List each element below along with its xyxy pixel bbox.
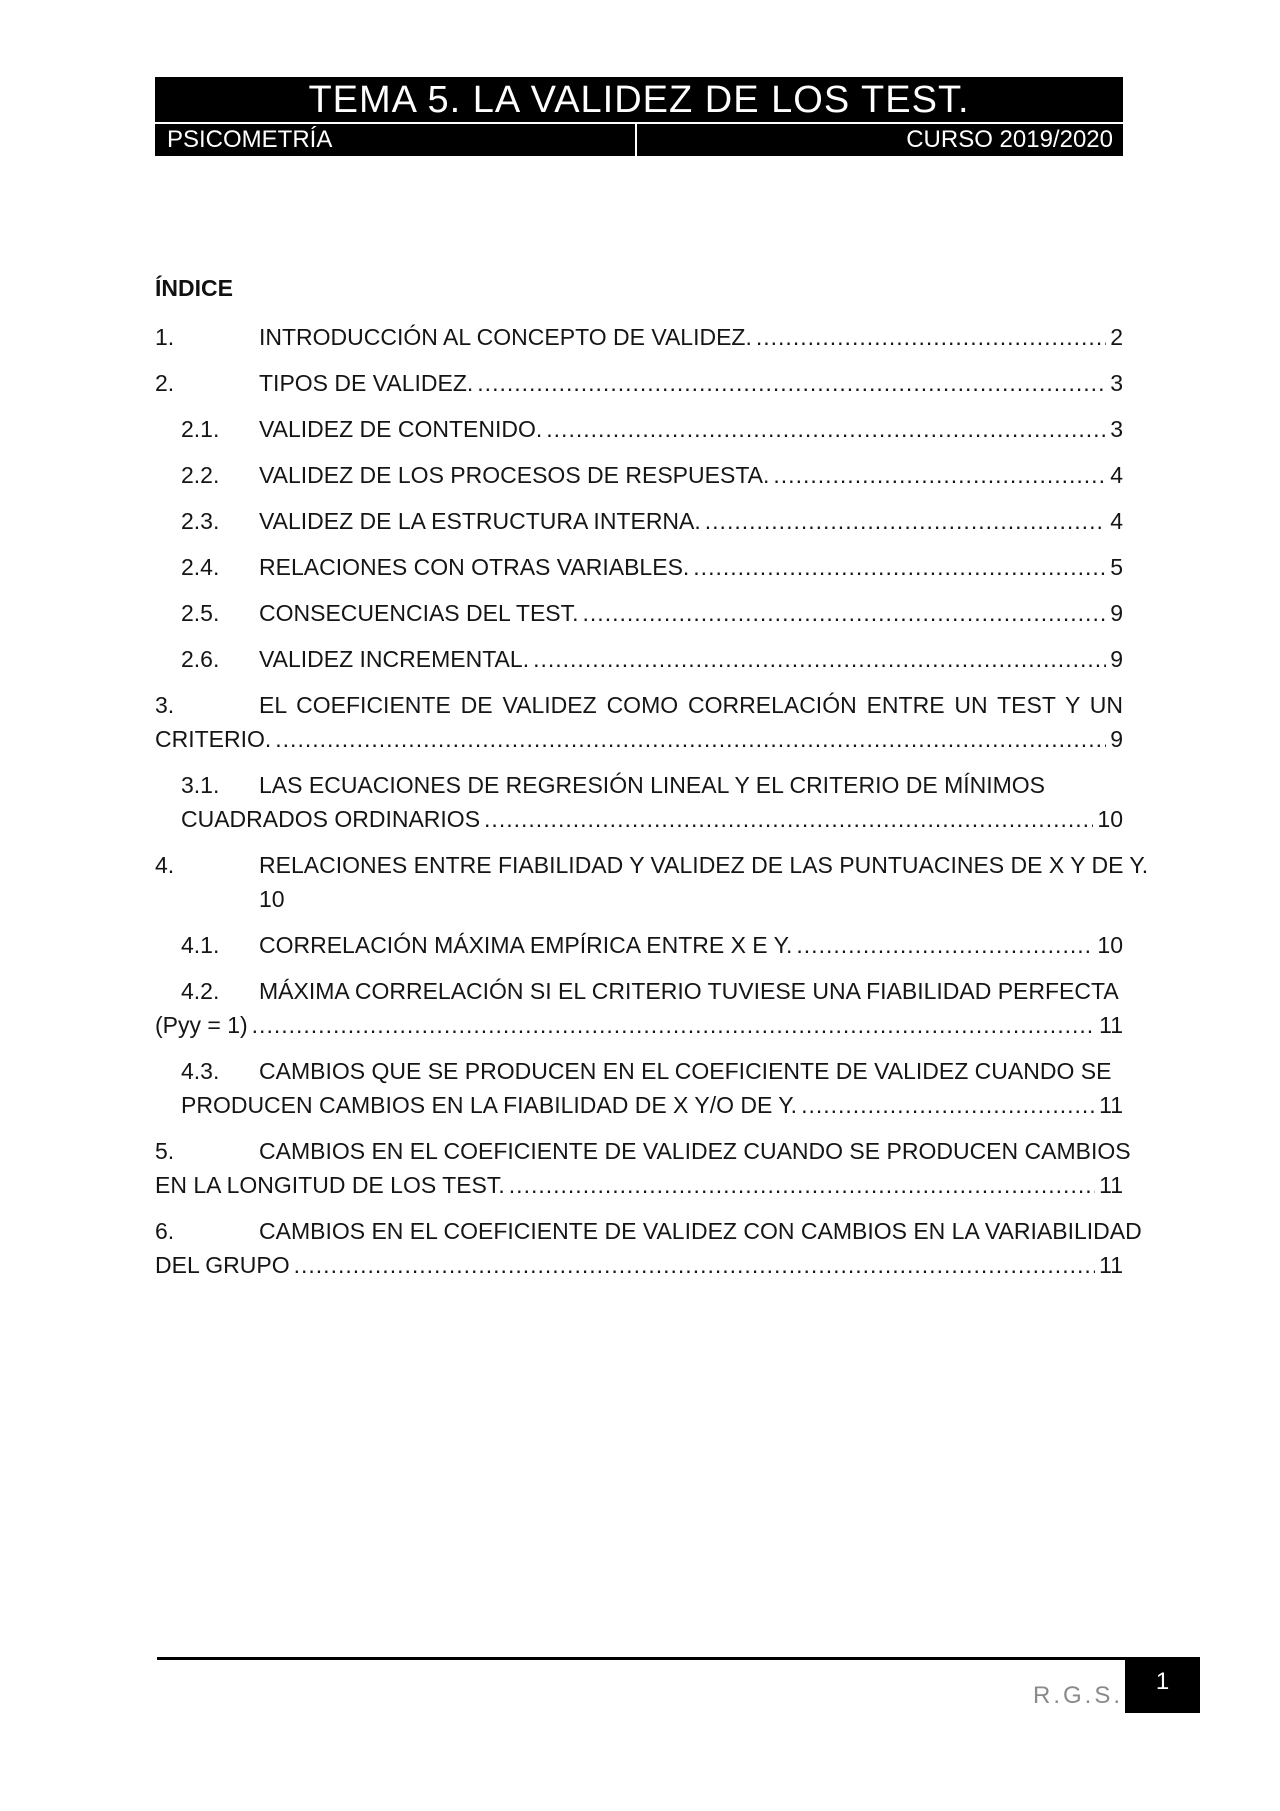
toc-entry-page: 3 — [1110, 416, 1123, 442]
toc-entry[interactable] — [155, 848, 1149, 916]
toc-subentry[interactable] — [181, 504, 1123, 538]
toc-entry-text-continued: DEL GRUPO — [155, 1252, 290, 1278]
toc-leader-dots — [756, 320, 1106, 354]
toc-subentry[interactable] — [181, 596, 1123, 630]
toc-entry-text: CORRELACIÓN MÁXIMA EMPÍRICA ENTRE X E Y. — [259, 932, 793, 958]
page-number: 1 — [1125, 1657, 1200, 1713]
toc-entry-text: CAMBIOS EN EL COEFICIENTE DE VALIDEZ CUANDO SE PRODUCEN CAMBIOS — [259, 1138, 1131, 1164]
toc-entry-number: 4.1. — [181, 932, 220, 958]
toc-entry-text: EL COEFICIENTE DE VALIDEZ COMO CORRELACIÓN ENTRE UN TEST Y UN — [259, 692, 1123, 718]
toc-entry-page: 2 — [1110, 324, 1123, 350]
toc-entry-number: 5. — [155, 1138, 175, 1164]
toc-entry-number: 1. — [155, 324, 175, 350]
toc-leader-dots — [275, 722, 1106, 756]
toc-heading: ÍNDICE — [155, 275, 233, 301]
toc-leader-dots — [484, 802, 1093, 836]
toc-entry-text: RELACIONES ENTRE FIABILIDAD Y VALIDEZ DE LAS PUNTUACINES DE X Y DE Y. — [259, 852, 1149, 878]
toc-entry-number: 2.2. — [181, 462, 220, 488]
table-of-contents — [155, 320, 1149, 1294]
toc-leader-dots — [583, 596, 1107, 630]
toc-entry[interactable] — [155, 688, 1123, 756]
toc-entry-page: 11 — [1099, 1172, 1123, 1198]
toc-entry-number: 3.1. — [181, 772, 220, 798]
toc-subentry[interactable] — [155, 974, 1123, 1042]
toc-entry-text: RELACIONES CON OTRAS VARIABLES. — [259, 554, 690, 580]
toc-entry-text: VALIDEZ INCREMENTAL. — [259, 646, 530, 672]
footer-author: R.G.S. — [1033, 1682, 1124, 1709]
toc-entry-page: 10 — [1097, 806, 1123, 832]
toc-entry-page: 11 — [1099, 1092, 1123, 1118]
toc-entry-number: 2.3. — [181, 508, 220, 534]
toc-entry-page: 11 — [1099, 1012, 1123, 1038]
toc-entry-page: 9 — [1110, 646, 1123, 672]
toc-leader-dots — [533, 642, 1106, 676]
toc-leader-dots — [693, 550, 1106, 584]
toc-leader-dots — [773, 458, 1106, 492]
toc-entry-text: CAMBIOS QUE SE PRODUCEN EN EL COEFICIENTE DE VALIDEZ CUANDO SE — [259, 1058, 1112, 1084]
toc-entry-text: CONSECUENCIAS DEL TEST. — [259, 600, 579, 626]
toc-entry-text: VALIDEZ DE LA ESTRUCTURA INTERNA. — [259, 508, 701, 534]
toc-entry-number: 2.1. — [181, 416, 220, 442]
toc-leader-dots — [801, 1088, 1095, 1122]
subject-label: PSICOMETRÍA — [155, 124, 637, 156]
toc-entry-number: 2.5. — [181, 600, 220, 626]
toc-entry-text-continued: CUADRADOS ORDINARIOS — [181, 806, 481, 832]
course-label: CURSO 2019/2020 — [906, 126, 1113, 153]
toc-entry-text: CAMBIOS EN EL COEFICIENTE DE VALIDEZ CON CAMBIOS EN LA VARIABILIDAD — [259, 1218, 1142, 1244]
toc-entry-page: 3 — [1110, 370, 1123, 396]
toc-entry-page: 9 — [1110, 726, 1123, 752]
toc-entry-text: VALIDEZ DE LOS PROCESOS DE RESPUESTA. — [259, 462, 770, 488]
toc-entry[interactable] — [155, 1134, 1131, 1202]
toc-entry[interactable] — [155, 1214, 1142, 1282]
toc-entry[interactable] — [155, 366, 1123, 400]
toc-entry-page: 5 — [1110, 554, 1123, 580]
toc-entry-text-continued: CRITERIO. — [155, 726, 272, 752]
footer-divider — [157, 1657, 1125, 1660]
toc-entry-page: 4 — [1110, 462, 1123, 488]
toc-entry-page: 10 — [259, 886, 285, 912]
toc-leader-dots — [796, 928, 1093, 962]
toc-subentry[interactable] — [181, 928, 1123, 962]
toc-subentry[interactable] — [181, 458, 1123, 492]
toc-entry-page: 9 — [1110, 600, 1123, 626]
toc-entry-number: 4.3. — [181, 1058, 220, 1084]
toc-leader-dots — [705, 504, 1106, 538]
document-title: TEMA 5. LA VALIDEZ DE LOS TEST. — [155, 77, 1123, 122]
toc-subentry[interactable] — [181, 412, 1123, 446]
toc-entry-page: 4 — [1110, 508, 1123, 534]
toc-entry-text: LAS ECUACIONES DE REGRESIÓN LINEAL Y EL CRITERIO DE MÍNIMOS — [259, 772, 1046, 798]
toc-entry-number: 4. — [155, 852, 175, 878]
toc-entry-text-continued: (Pyy = 1) — [155, 1012, 248, 1038]
toc-entry-number: 2. — [155, 370, 175, 396]
toc-entry-text: VALIDEZ DE CONTENIDO. — [259, 416, 543, 442]
toc-entry-number: 2.4. — [181, 554, 220, 580]
toc-entry-page: 11 — [1099, 1252, 1123, 1278]
toc-entry-text: TIPOS DE VALIDEZ. — [259, 370, 474, 396]
toc-subentry[interactable] — [181, 1054, 1123, 1122]
toc-subentry[interactable] — [181, 642, 1123, 676]
toc-leader-dots — [294, 1248, 1095, 1282]
toc-entry-number: 2.6. — [181, 646, 220, 672]
toc-entry-text: MÁXIMA CORRELACIÓN SI EL CRITERIO TUVIESE UNA FIABILIDAD PERFECTA — [259, 978, 1119, 1004]
toc-leader-dots — [509, 1168, 1095, 1202]
toc-leader-dots — [546, 412, 1106, 446]
toc-leader-dots — [477, 366, 1106, 400]
toc-subentry[interactable] — [181, 550, 1123, 584]
header-subbar — [155, 124, 1123, 156]
toc-entry-text: INTRODUCCIÓN AL CONCEPTO DE VALIDEZ. — [259, 324, 752, 350]
toc-entry-number: 4.2. — [181, 978, 220, 1004]
toc-entry-number: 6. — [155, 1218, 175, 1244]
toc-entry-page: 10 — [1097, 932, 1123, 958]
toc-entry-text-continued: EN LA LONGITUD DE LOS TEST. — [155, 1172, 505, 1198]
toc-entry-text-continued: PRODUCEN CAMBIOS EN LA FIABILIDAD DE X Y/O DE Y. — [181, 1092, 798, 1118]
toc-entry[interactable] — [155, 320, 1123, 354]
toc-leader-dots — [252, 1008, 1095, 1042]
toc-subentry[interactable] — [181, 768, 1123, 836]
toc-entry-number: 3. — [155, 692, 175, 718]
